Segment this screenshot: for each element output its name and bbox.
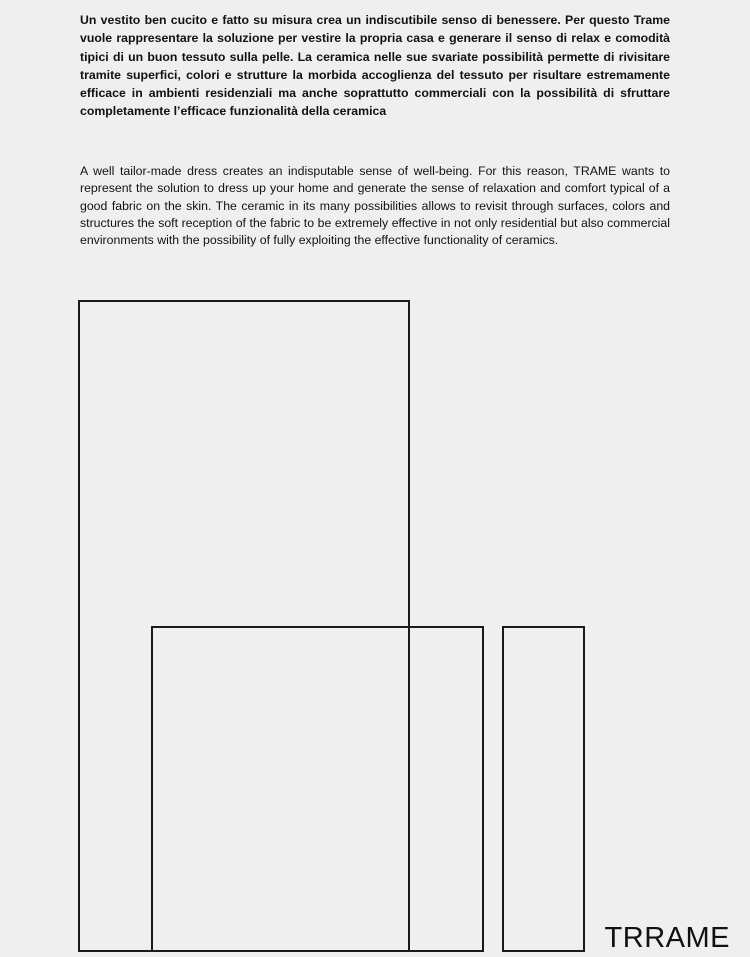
- italian-description: Un vestito ben cucito e fatto su misura crea un indiscutibile senso di benessere. Per questo Trame vuole rappresentare la soluzione per vestire la propria casa e generare il senso di relax e comodità tipici di un buon tessuto sulla pelle. La ceramica nelle sue svariate possibilità permette di rivisitare tramite superfici, colori e strutture la morbida accoglienza del tessuto per risultare estremamente efficace in ambienti residenziali ma anche soprattutto commerciali con la possibilità di sfruttare completamente l’efficace funzionalità della ceramica: [80, 13, 670, 119]
- english-description: A well tailor-made dress creates an indisputable sense of well-being. For this reason, TRAME wants to represent the solution to dress up your home and generate the sense of relaxation and comfort typical of a good fabric on the skin. The ceramic in its many possibilities allows to revisit through surfaces, colors and structures the soft reception of the fabric to be extremely effective in not only residential but also commercial environments with the possibility of fully exploiting the effective functionality of ceramics.: [80, 164, 670, 248]
- narrow-outline-rectangle: [502, 626, 585, 952]
- middle-outline-rectangle: [151, 626, 484, 952]
- brand-logo-text: TRRAME: [604, 922, 730, 954]
